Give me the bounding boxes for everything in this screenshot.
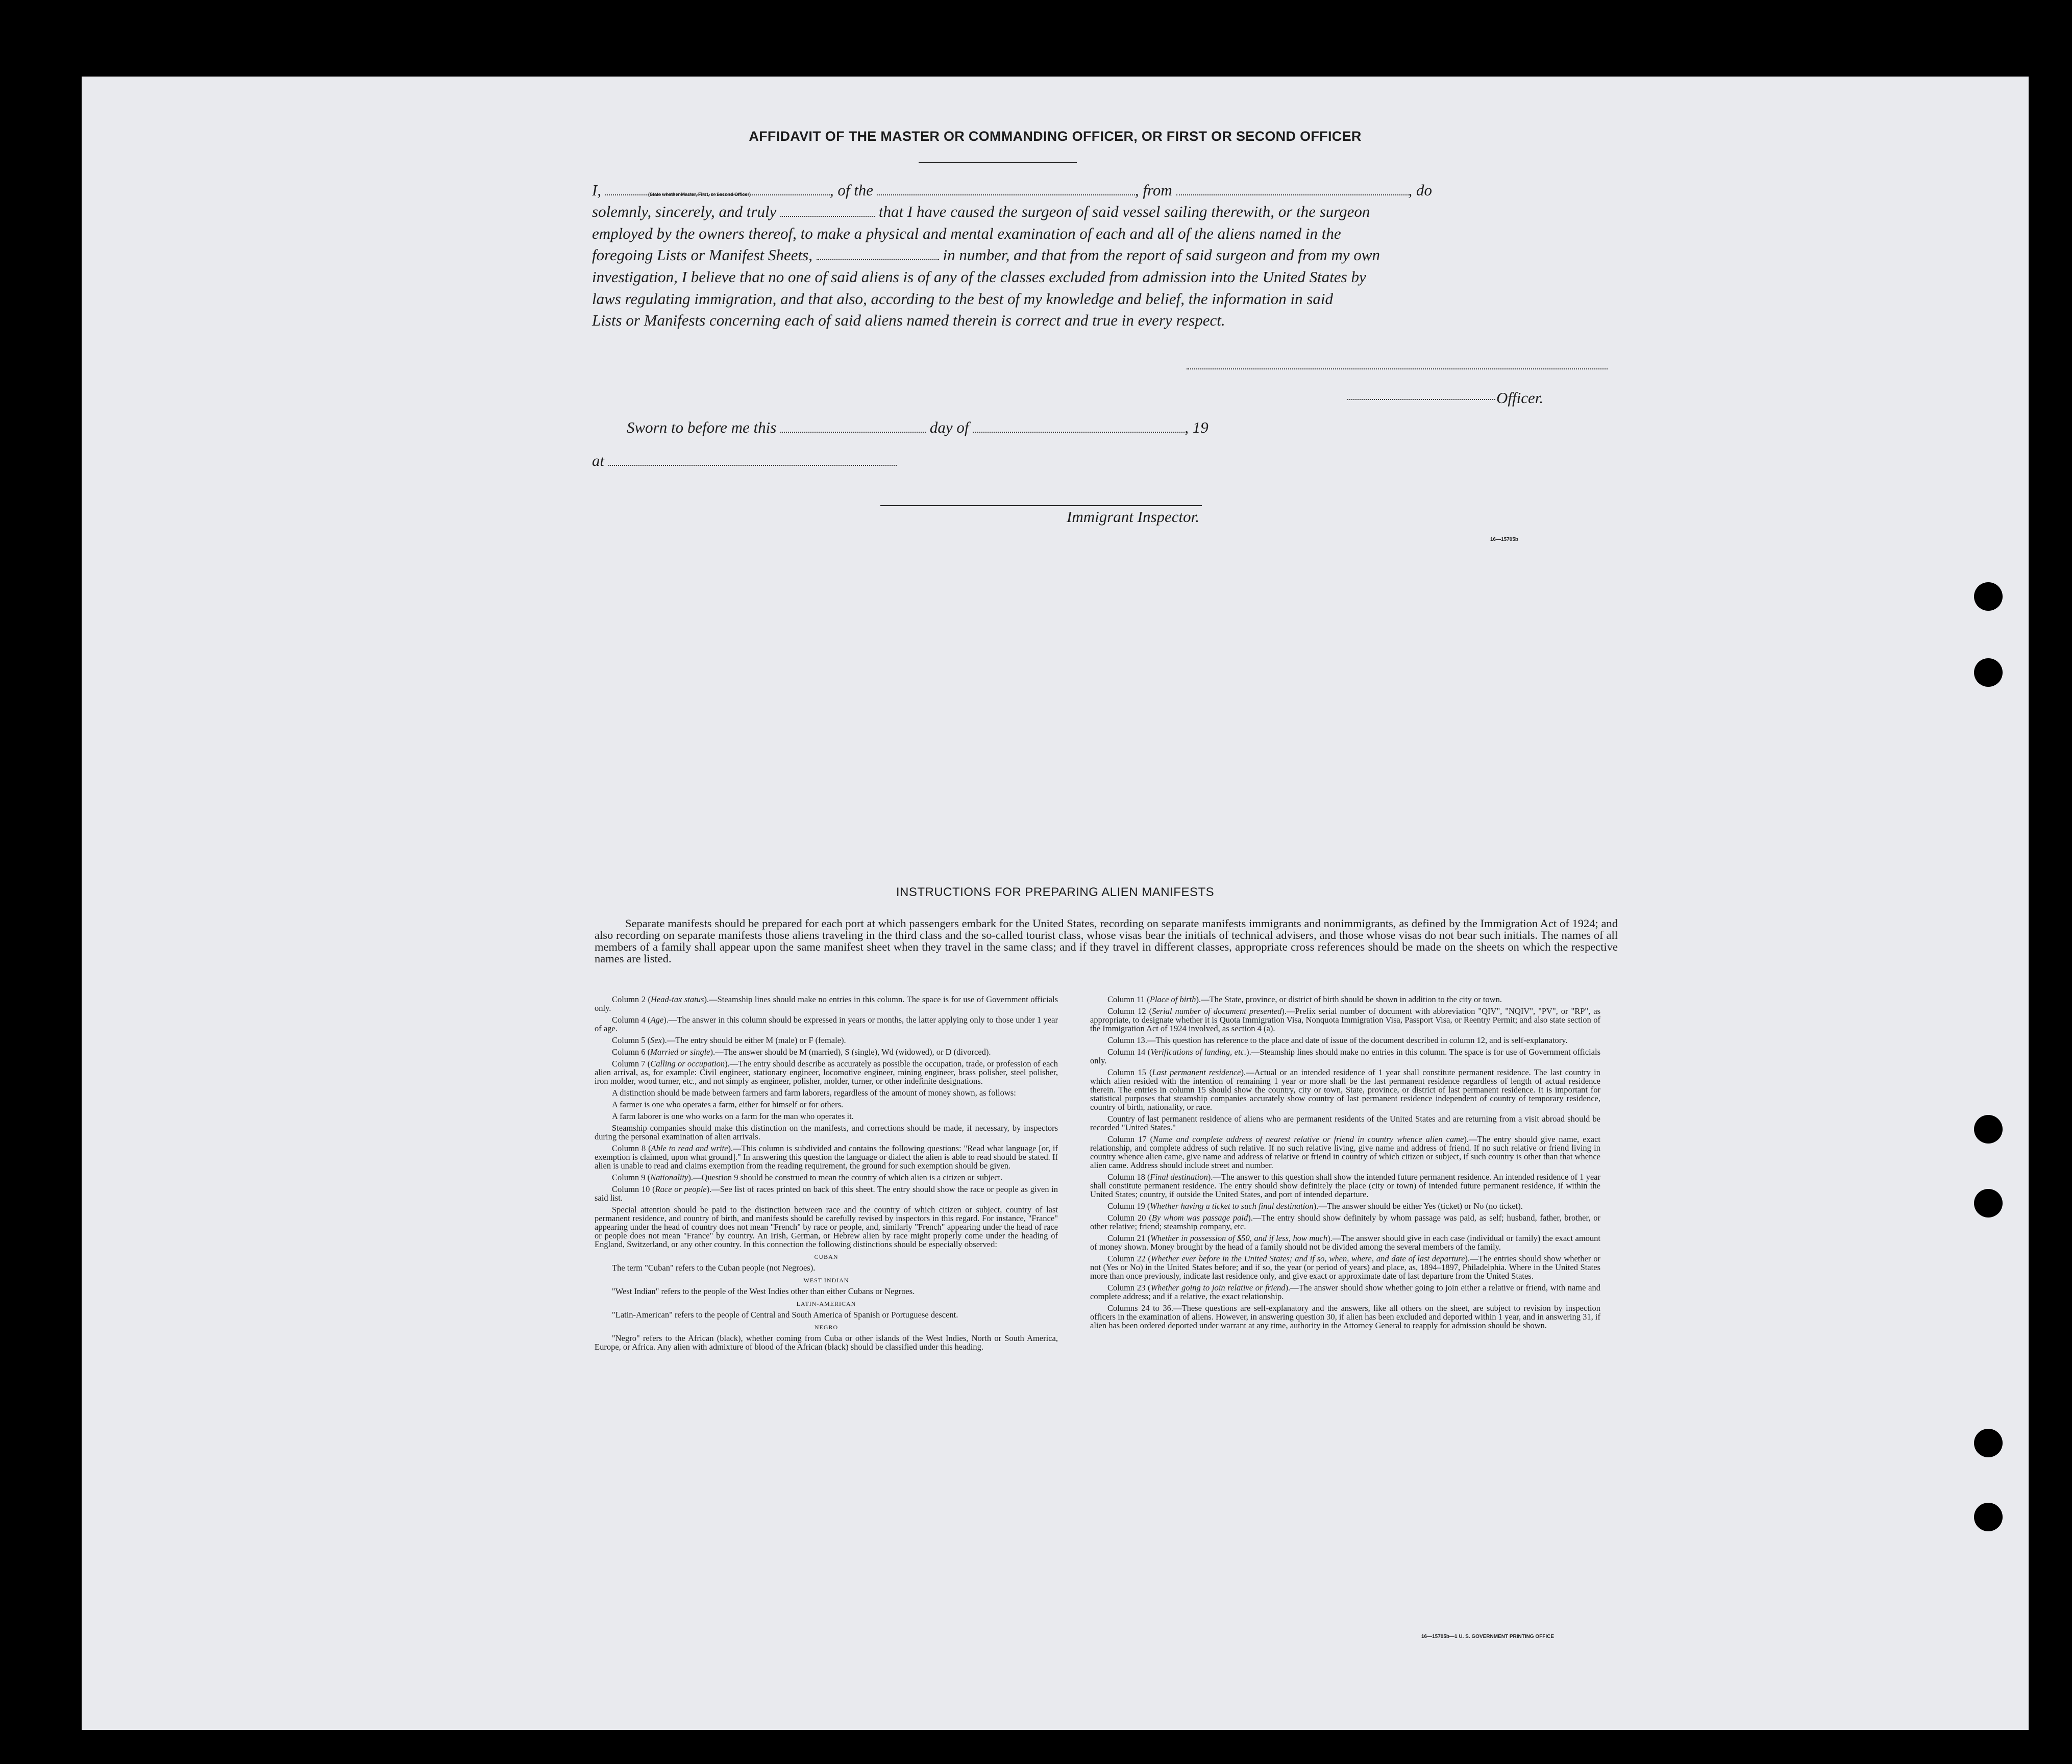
line2-text-a: solemnly, sincerely, and truly [592, 203, 777, 220]
para-text: Column 12 ( [1107, 1006, 1152, 1016]
form-code: 16—15705b [1490, 537, 1519, 542]
para-text-rest: ).—The entry should give name, exact relationship, and complete address of such relative. If no such relative living, give name and address of friend. If no such relative or friend living in country whence alien came, give name and address of relative or friend in country of which citizen or subject, if such country is other than that whence alien came. Address should include street and number. [1090, 1134, 1600, 1170]
para-text: Steamship companies should make this distinction on the manifests, and corrections should be made, if necessary, by inspectors during the personal examination of alien arrivals. [595, 1123, 1058, 1141]
column-heading-italic: Place of birth [1149, 995, 1196, 1004]
affidavit-title: AFFIDAVIT OF THE MASTER OR COMMANDING OFFICER, OR FIRST OR SECOND OFFICER [749, 129, 1362, 144]
para-text: "Latin-American" refers to the people of Central and South America of Spanish or Portuguese descent. [612, 1310, 958, 1320]
para-text: Column 20 ( [1107, 1213, 1152, 1223]
para-text: Column 10 ( [612, 1184, 655, 1194]
line4-text-b: in number, and that from the report of said surgeon and from my own [943, 246, 1380, 264]
para-text: Columns 24 to 36.—These questions are self-explanatory and the answers, like all others on the sheet, are subject to revision by inspection officers in the examination of aliens. However, in answering question 30, if alien has been excluded and deported within 1 year, and in answering 31, if alien has been ordered deported under warrant at any time, authority in the Attorney General to reapply for admission should be shown. [1090, 1303, 1600, 1330]
word-from: , from [1134, 181, 1172, 199]
instruction-paragraph [595, 1088, 1058, 1097]
para-text-rest: ).—The answer should be either Yes (ticket) or No (no ticket). [1313, 1201, 1523, 1211]
para-text: Column 4 ( [612, 1015, 651, 1025]
at-line [592, 452, 897, 470]
instruction-paragraph [595, 1205, 1058, 1249]
binder-hole [1974, 1189, 2003, 1218]
para-text-rest: ).—The State, province, or district of birth should be shown in addition to the city or town. [1196, 995, 1502, 1004]
instruction-paragraph [595, 1173, 1058, 1182]
line4-text-a: foregoing Lists or Manifest Sheets, [592, 246, 812, 264]
para-text: Column 5 ( [612, 1035, 651, 1045]
para-text: Column 23 ( [1107, 1283, 1151, 1293]
para-text: Column 15 ( [1107, 1067, 1152, 1077]
para-text-rest: ).—Question 9 should be construed to mean the country of which alien is a citizen or subject. [688, 1173, 1003, 1182]
para-text-rest: ).—The answer should give in each case (individual or family) the exact amount of money shown. Money brought by the head of a family should not be divided among the several members of the family. [1090, 1233, 1601, 1252]
binder-hole [1974, 582, 2003, 611]
para-text-rest: ).—This column is subdivided and contains the following questions: "Read what language [or, if exemption is claimed, upon what ground]." In answering this question the language or dialect the alien is able to read should be stated. If alien is unable to read and claims exemption from the reading requirement, the ground for such exemption should be given. [595, 1144, 1058, 1171]
instruction-paragraph [1090, 1202, 1600, 1210]
race-heading: LATIN-AMERICAN [796, 1300, 856, 1307]
instruction-paragraph [595, 1015, 1058, 1033]
para-text: A distinction should be made between farmers and farm laborers, regardless of the amount of money shown, as follows: [612, 1088, 1016, 1098]
instruction-paragraph [1090, 1114, 1600, 1132]
column-heading-italic: Whether ever before in the United States; and if so, when, where, and date of last departure [1150, 1254, 1465, 1263]
para-text: Column 21 ( [1107, 1233, 1151, 1243]
binder-hole [1974, 1115, 2003, 1144]
vessel-name-field[interactable] [877, 184, 1135, 195]
race-heading: NEGRO [814, 1324, 838, 1331]
affidavit-line-5: investigation, I believe that no one of said aliens is of any of the classes excluded from admission into the United States by [592, 268, 1366, 286]
instruction-paragraph [1090, 1213, 1600, 1231]
column-heading-italic: Verifications of landing, etc. [1150, 1047, 1247, 1057]
officer-name-line[interactable] [1347, 399, 1495, 400]
word-of-the: , of the [829, 181, 874, 199]
para-text-rest: ).—The entries should show whether or not (Yes or No) in the United States before; and if so, the year (or period of years) and place, as, 1894–1897, Philadelphia. Where in the United States more than once previously, indicate last residence only, and give exact or approximate date of last departure from the United States. [1090, 1254, 1600, 1281]
column-heading-italic: Final destination [1150, 1172, 1208, 1182]
para-text: "Negro" refers to the African (black), whether coming from Cuba or other islands of the West Indies, North or South America, Europe, or Africa. Any alien with admixture of blood of the African (black) should be classified under this heading. [595, 1333, 1058, 1352]
para-text: Column 8 ( [612, 1144, 651, 1153]
at-text: at [592, 452, 605, 469]
column-heading-italic: Calling or occupation [650, 1059, 725, 1069]
para-text: A farmer is one who operates a farm, either for himself or for others. [612, 1100, 844, 1109]
sworn-affirm-field[interactable] [780, 206, 875, 217]
column-heading-italic: Sex [650, 1035, 662, 1045]
para-text: Column 14 ( [1107, 1047, 1151, 1057]
instruction-paragraph [1090, 995, 1600, 1004]
instructions-intro: Separate manifests should be prepared for each port at which passengers embark for the United States, recording on separate manifests immigrants and nonimmigrants, as defined by the Immigration Act of 1924; and also recording on separate manifests those aliens traveling in the third class and the so-called tourist class, whose visas bear the initials of technical advisers, and those whose visas do not bear such initials. The names of all members of a family shall appear upon the same manifest sheet when they travel in the same class; and if they travel in different classes, appropriate cross references should be made on the sheets on which the respective names are listed. [595, 917, 1618, 965]
para-text-rest: ).—Steamship lines should make no entries in this column. The space is for use of Government officials only. [1090, 1047, 1600, 1065]
para-text-rest: ).—Prefix serial number of document with abbreviation "QIV", "NQIV", "PV", or "RP", as appropriate, to designate whether it is Quota Immigration Visa, Nonquota Immigration Visa, Passport Visa, or Reentry Permit; and also state section of the Immigration Act of 1924 involved, as section 4 (a). [1090, 1006, 1600, 1033]
officer-label: Officer. [1496, 389, 1544, 407]
instruction-paragraph [1090, 1135, 1600, 1170]
affidavit-line-7: Lists or Manifests concerning each of said aliens named therein is correct and true in every respect. [592, 311, 1225, 329]
column-heading-italic: Last permanent residence [1152, 1067, 1241, 1077]
para-text: Column 13.—This question has reference to the place and date of issue of the document described in column 12, and is self-explanatory. [1107, 1035, 1568, 1045]
instructions-title: INSTRUCTIONS FOR PREPARING ALIEN MANIFESTS [896, 885, 1215, 899]
printing-office-footer: 16—15705b—1 U. S. GOVERNMENT PRINTING OFFICE [1421, 1634, 1555, 1639]
race-heading: WEST INDIAN [803, 1277, 849, 1284]
para-text: Special attention should be paid to the distinction between race and the country of which citizen or subject, country of last permanent residence, and country of birth, and manifests should be carefully revised by inspectors in this regard. For instance, "France" appearing under the head of country does not mean "French" by race or people, and, similarly "French" appearing under the head of race or people does not mean "France" by country. An Irish, German, or Hebrew alien by race might properly come under the heading of England, Switzerland, or any other country. In this connection the following distinctions should be especially observed: [595, 1205, 1058, 1249]
instruction-paragraph [595, 1036, 1058, 1045]
column-heading-italic: Whether in possession of $50, and if less, how much [1150, 1233, 1328, 1243]
para-text-rest: ).—The answer should be M (married), S (single), Wd (widowed), or D (divorced). [710, 1047, 991, 1057]
manifest-sheet [82, 77, 2029, 1730]
para-text-rest: ).—Actual or an intended residence of 1 year shall constitute permanent residence. The last country in which alien resided with the intention of remaining 1 year or more shall be the last permanent residence regardless of length of actual residence therein. The entries in column 15 should show the country, city or town, State, province, or district of last permanent residence. It is important for statistical purposes that steamship companies accurately show country of last permanent residence independent of country of temporary residence, country of birth, nationality, or race. [1090, 1067, 1600, 1112]
affidavit-line-4 [592, 246, 1380, 264]
para-text-rest: ).—See list of races printed on back of this sheet. The entry should show the race or people as given in said list. [595, 1184, 1058, 1203]
instruction-paragraph [1090, 1068, 1600, 1111]
binder-hole [1974, 1503, 2003, 1531]
title-underline [919, 162, 1077, 163]
officer-note: (State whether Master, First, or Second Officer) [648, 192, 751, 197]
affidavit-line-3: employed by the owners thereof, to make a physical and mental examination of each and all of the aliens named in the [592, 225, 1341, 242]
departure-port-field[interactable] [1176, 184, 1409, 195]
para-text: Column 18 ( [1107, 1172, 1150, 1182]
column-heading-italic: Race or people [655, 1184, 707, 1194]
race-heading: CUBAN [814, 1253, 838, 1260]
binder-hole [1974, 658, 2003, 687]
para-text-rest: ).—The answer should show whether going to join either a relative or friend, with name and complete address; and if a relative, the exact relationship. [1090, 1283, 1601, 1301]
para-text: Column 17 ( [1107, 1134, 1153, 1144]
instruction-paragraph [1090, 1254, 1600, 1280]
instruction-paragraph [1090, 1036, 1600, 1045]
day-of-text: day of [929, 418, 969, 436]
sworn-place-field[interactable] [608, 455, 897, 466]
instruction-paragraph [595, 1100, 1058, 1109]
para-text: Column 7 ( [612, 1059, 651, 1069]
instruction-paragraph [595, 1185, 1058, 1202]
instruction-paragraph [1090, 1283, 1600, 1301]
affidavit-line-6: laws regulating immigration, and that also, according to the best of my knowledge and belief, the information in said [592, 290, 1334, 308]
instruction-paragraph [1090, 1048, 1600, 1065]
para-text: Column 9 ( [612, 1173, 651, 1182]
instruction-paragraph [595, 1112, 1058, 1121]
instruction-paragraph [595, 1048, 1058, 1056]
column-heading-italic: Whether having a ticket to such final destination [1150, 1201, 1314, 1211]
line2-text-b: that I have caused the surgeon of said vessel sailing therewith, or the surgeon [878, 203, 1370, 220]
instruction-paragraph [595, 1287, 1058, 1296]
para-text: Column 6 ( [612, 1047, 651, 1057]
column-heading-italic: Head-tax status [651, 995, 704, 1004]
column-heading-italic: Whether going to join relative or friend [1150, 1283, 1286, 1293]
binder-hole [1974, 1429, 2003, 1457]
sheet-count-field[interactable] [817, 249, 939, 260]
year-text: , 19 [1185, 418, 1208, 436]
sworn-text: Sworn to before me this [627, 418, 777, 436]
instruction-paragraph [1090, 1173, 1600, 1199]
column-heading-italic: Name and complete address of nearest relative or friend in country whence alien came [1153, 1134, 1464, 1144]
word-i: I, [592, 181, 602, 199]
para-text: Column 11 ( [1107, 995, 1150, 1004]
instructions-right-column [1090, 995, 1600, 1333]
para-text-rest: ).—The answer in this column should be expressed in years or months, the latter applying only to those under 1 year of age. [595, 1015, 1058, 1033]
instruction-paragraph [595, 1124, 1058, 1141]
column-heading-italic: By whom was passage paid [1151, 1213, 1248, 1223]
column-heading-italic: Able to read and write [651, 1144, 728, 1153]
instruction-paragraph [595, 1263, 1058, 1272]
inspector-signature-line[interactable] [880, 505, 1202, 506]
instruction-paragraph [1090, 1007, 1600, 1033]
para-text: The term "Cuban" refers to the Cuban people (not Negroes). [612, 1263, 816, 1273]
instruction-paragraph [1090, 1304, 1600, 1330]
column-heading-italic: Serial number of document presented [1152, 1006, 1282, 1016]
para-text: Column 19 ( [1107, 1201, 1150, 1211]
instruction-paragraph [1090, 1234, 1600, 1251]
para-text-rest: ).—The entry should be either M (male) or F (female). [662, 1035, 846, 1045]
para-text-rest: ).—The entry should describe as accurately as possible the occupation, trade, or profession of each alien arrival, as, for example: Civil engineer, stationary engineer, locomotive engineer, mining engineer, brass polisher, steel polisher, iron molder, wood turner, etc., and not simply as engineer, polisher, molder, turner, or other indefinite designations. [595, 1059, 1058, 1086]
instruction-paragraph [595, 995, 1058, 1012]
inspector-label: Immigrant Inspector. [1067, 508, 1200, 526]
para-text: Column 22 ( [1107, 1254, 1151, 1263]
instruction-paragraph [595, 1310, 1058, 1319]
para-text: "West Indian" refers to the people of the West Indies other than either Cubans or Negroes. [612, 1286, 915, 1296]
para-text: A farm laborer is one who works on a farm for the man who operates it. [612, 1111, 854, 1121]
para-text-rest: ).—The answer to this question shall show the intended future permanent residence. An intended residence of 1 year shall constitute permanent residence. The entry should show definitely the place (city or town) of intended future permanent residence, if within the United States; country, if outside the United States, and port of intended departure. [1090, 1172, 1600, 1199]
para-text: Column 2 ( [612, 995, 651, 1004]
officer-signature-line[interactable] [1187, 368, 1608, 369]
sworn-day-field[interactable] [780, 421, 926, 433]
word-do: , do [1408, 181, 1432, 199]
para-text-rest: ).—The entry should show definitely by whom passage was paid, as self; husband, father, brother, or other relative; friend; steamship company, etc. [1090, 1213, 1600, 1231]
para-text: Country of last permanent residence of aliens who are permanent residents of the United States and are returning from a visit abroad should be recorded "United States." [1090, 1114, 1600, 1132]
column-heading-italic: Nationality [650, 1173, 688, 1182]
sworn-month-field[interactable] [973, 421, 1185, 433]
instruction-paragraph [595, 1334, 1058, 1351]
affidavit-line-2 [592, 203, 1370, 221]
sworn-line [627, 418, 1208, 437]
instruction-paragraph [595, 1144, 1058, 1170]
instruction-paragraph [595, 1059, 1058, 1085]
instructions-left-column [595, 995, 1058, 1354]
column-heading-italic: Married or single [650, 1047, 710, 1057]
column-heading-italic: Age [650, 1015, 664, 1025]
para-text-rest: ).—Steamship lines should make no entries in this column. The space is for use of Government officials only. [595, 995, 1058, 1013]
